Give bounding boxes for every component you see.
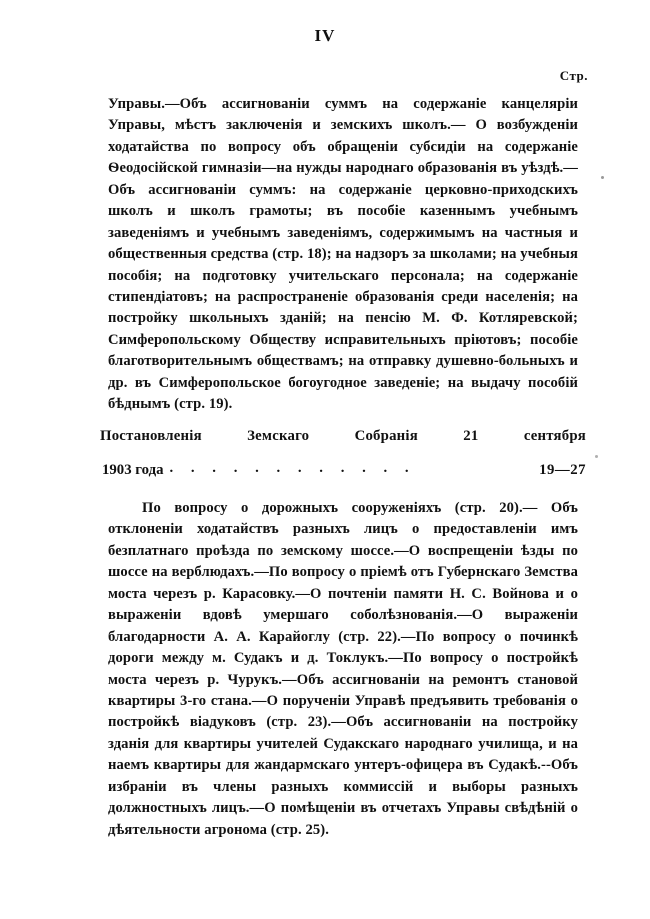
toc-section-title-month: сентября bbox=[523, 428, 586, 444]
toc-section-title-word-3: Собранія bbox=[354, 428, 418, 444]
toc-entry-paragraph-two bbox=[108, 498, 578, 841]
toc-section-title-row bbox=[100, 425, 586, 447]
toc-section-title-word-2: Земскаго bbox=[247, 428, 310, 444]
toc-leader-dots: . . . . . . . . . . . . bbox=[169, 460, 416, 477]
toc-section-page-row bbox=[100, 459, 586, 481]
column-header-pages: Стр. bbox=[559, 68, 588, 83]
toc-section-year: 1903 года bbox=[102, 462, 164, 479]
toc-section-heading bbox=[100, 425, 586, 481]
page-folio: IV bbox=[314, 26, 336, 45]
toc-entry-paragraph-one: Управы.—Объ ассигнованіи суммъ на содержаніе канцеляріи Управы, мѣстъ заключенія и земскихъ школъ.— О возбужденіи ходатайства по вопросу объ обращеніи субсидіи на содержаніе Ѳеодосійской гимназіи—на нужды народнаго образованія въ уѣздѣ.— Объ ассигнованіи суммъ: на содержаніе церковно-приходскихъ школъ и школъ грамоты; въ пособіе казеннымъ учебнымъ заведеніямъ и учебнымъ заведеніямъ, содержимымъ на частныя и общественныя средства (стр. 18); на надзоръ за школами; на учебныя пособія; на подготовку учительскаго персонала; на содержаніе стипендіатовъ; на распространеніе образованія среди населенія; на постройку школьныхъ зданій; на пенсію М. Ф. Котляревской; Симферопольскому Обществу исправительныхъ пріютовъ; пособіе благотворительнымъ обществамъ; на отправку душевно-больныхъ и др. въ Симферопольское богоугодное заведеніе; на выдачу пособій бѣднымъ (стр. 19). bbox=[108, 96, 578, 413]
page-speck-lower bbox=[595, 455, 598, 458]
toc-section-title-word-1: Постановленія bbox=[100, 428, 202, 444]
toc-entry-paragraph-two-text: По вопросу о дорожныхъ сооруженіяхъ (стр. 20).— Объ отклоненіи ходатайствъ разныхъ лицъ о предоставленіи имъ безплатнаго проѣзда по земскому шоссе.—О воспрещеніи ѣзды по шоссе на верблюдахъ.—По вопросу о пріемѣ отъ Губернскаго Земства моста черезъ р. Карасовку.—О почтеніи памяти Н. С. Войнова и о выраженіи вдовѣ умершаго соболѣзнованія.—О выраженіи благодарности А. А. Карайоглу (стр. 22).—По вопросу о починкѣ дороги между м. Судакъ и д. Токлукъ.—По вопросу о постройкѣ моста черезъ р. Чурукъ.—Объ ассигнованіи на ремонтъ становой квартиры 3-го стана.—О порученіи Управѣ предъявить требованія о постройкѣ віадуковъ (стр. 23).—Объ ассигнованіи на постройку зданія для квартиры учителей Судакскаго народнаго училища, и на наемъ квартиры для жандармскаго унтеръ-офицера въ Судакѣ.--Объ избраніи въ члены разныхъ коммиссій и выборы разныхъ должностныхъ лицъ.—О помѣщеніи въ отчетахъ Управы свѣдѣній о дѣятельности агронома (стр. 25). bbox=[108, 500, 578, 838]
toc-section-title-day: 21 bbox=[463, 428, 479, 444]
page-speck-upper bbox=[601, 176, 604, 179]
toc-page-range: 19—27 bbox=[539, 462, 586, 479]
